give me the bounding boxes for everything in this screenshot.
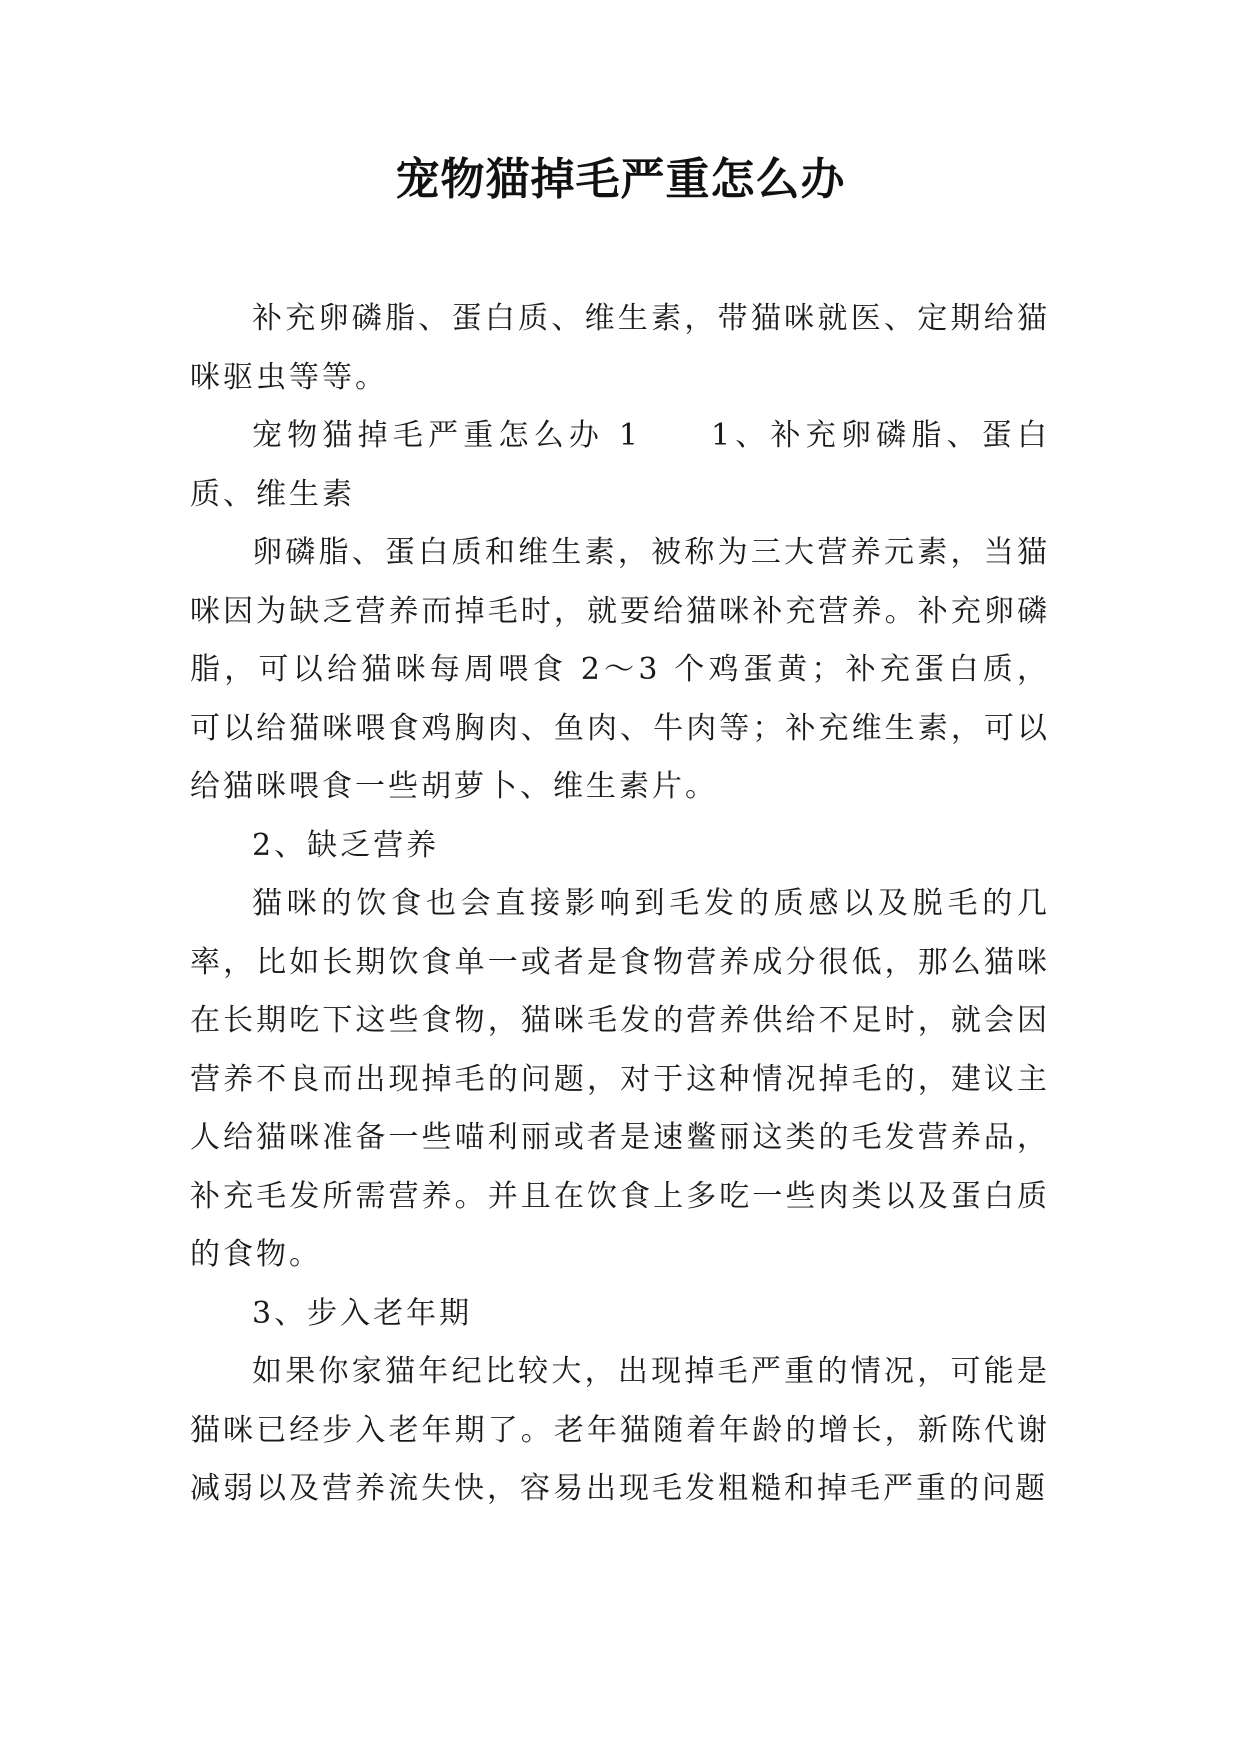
summary-paragraph: 补充卵磷脂、蛋白质、维生素，带猫咪就医、定期给猫咪驱虫等等。 xyxy=(190,301,1050,395)
section-heading-3: 3、步入老年期 xyxy=(252,1295,473,1331)
section-heading-1: 1、补充卵磷脂、蛋白质、维生素 xyxy=(190,418,1050,512)
section-1-paragraph: 卵磷脂、蛋白质和维生素，被称为三大营养元素，当猫咪因为缺乏营养而掉毛时，就要给猫咪补充营养。补充卵磷脂，可以给猫咪每周喂食 2～3 个鸡蛋黄；补充蛋白质，可以给猫咪喂食鸡胸肉、鱼肉、牛肉等；补充维生素，可以给猫咪喂食一些胡萝卜、维生素片。 xyxy=(190,535,1050,804)
document-body xyxy=(190,290,1050,1519)
section-heading-2: 2、缺乏营养 xyxy=(252,827,440,863)
subtitle-text: 宠物猫掉毛严重怎么办 1 xyxy=(252,418,641,453)
section-2-paragraph: 猫咪的饮食也会直接影响到毛发的质感以及脱毛的几率，比如长期饮食单一或者是食物营养成分很低，那么猫咪在长期吃下这些食物，猫咪毛发的营养供给不足时，就会因营养不良而出现掉毛的问题，对于这种情况掉毛的，建议主人给猫咪准备一些喵利丽或者是速鳖丽这类的毛发营养品，补充毛发所需营养。并且在饮食上多吃一些肉类以及蛋白质的食物。 xyxy=(190,886,1050,1272)
subtitle-line xyxy=(190,407,1050,524)
document-title: 宠物猫掉毛严重怎么办 xyxy=(395,154,846,205)
section-3-paragraph: 如果你家猫年纪比较大，出现掉毛严重的情况，可能是猫咪已经步入老年期了。老年猫随着年龄的增长，新陈代谢减弱以及营养流失快，容易出现毛发粗糙和掉毛严重的问题 xyxy=(190,1354,1050,1506)
